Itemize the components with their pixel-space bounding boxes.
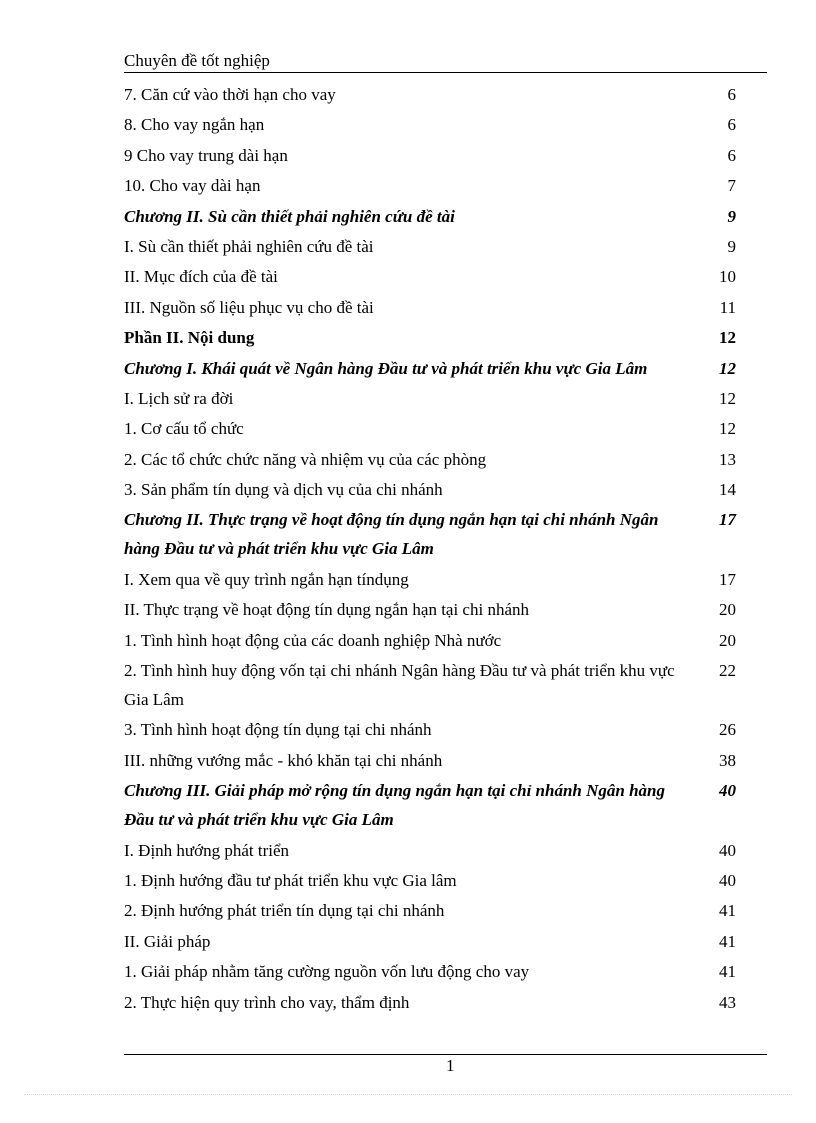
toc-entry-title: 10. Cho vay dài hạn — [124, 176, 261, 196]
toc-entry — [124, 232, 736, 261]
toc-entry — [124, 565, 736, 594]
toc-entry — [124, 896, 736, 925]
toc-entry — [124, 866, 736, 895]
toc-entry — [124, 626, 736, 655]
toc-entry — [124, 957, 736, 986]
toc-entry — [124, 293, 736, 322]
toc-entry-page: 9 — [727, 206, 736, 226]
toc-entry — [124, 836, 736, 865]
toc-entry — [124, 715, 736, 744]
toc-entry — [124, 776, 736, 834]
toc-entry — [124, 445, 736, 474]
toc-entry-title: II. Mục đích của đề tài — [124, 267, 278, 287]
toc-entry-title: III. Nguồn số liệu phục vụ cho đề tài — [124, 297, 374, 317]
toc-entry-title: Chương II. Sù cần thiết phải nghiên cứu đề tài — [124, 206, 455, 226]
toc-entry-title: II. Thực trạng về hoạt động tín dụng ngắn hạn tại chi nhánh — [124, 600, 529, 620]
toc-entry-title: 8. Cho vay ngắn hạn — [124, 115, 265, 135]
page-header: Chuyên đề tốt nghiệp — [124, 51, 270, 70]
toc-entry — [124, 202, 736, 231]
toc-entry-title: 9 Cho vay trung dài hạn — [124, 145, 288, 165]
footer-rule — [124, 1054, 767, 1055]
toc-entry-page: 6 — [727, 115, 736, 135]
toc-entry-page: 12 — [719, 328, 736, 348]
toc-entry-page: 22 — [719, 661, 736, 681]
toc-entry-title: 1. Giải pháp nhằm tăng cường nguồn vốn lưu động cho vay — [124, 962, 530, 982]
toc-entry — [124, 656, 736, 714]
toc-entry-title: 2. Tình hình huy động vốn tại chi nhánh Ngân hàng Đầu tư và phát triển khu vực Gia Lâm — [124, 661, 675, 710]
toc-entry-title: 7. Căn cứ vào thời hạn cho vay — [124, 85, 336, 104]
toc-entry-title: I. Lịch sử ra đời — [124, 388, 234, 408]
toc-entry-page: 13 — [719, 449, 736, 469]
toc-entry — [124, 323, 736, 352]
toc-entry — [124, 746, 736, 775]
toc-entry-page: 17 — [719, 510, 736, 530]
toc-entry-page: 17 — [719, 569, 736, 589]
toc-entry-page: 41 — [719, 931, 736, 951]
toc-entry — [124, 354, 736, 383]
header-rule — [124, 72, 767, 73]
toc-entry — [124, 414, 736, 443]
toc-entry-page: 12 — [719, 358, 736, 378]
toc-entry — [124, 141, 736, 170]
toc-entry-title: I. Định hướng phát triển — [124, 840, 290, 860]
toc-entry-title: 2. Các tổ chức chức năng và nhiệm vụ của các phòng — [124, 449, 487, 469]
toc-entry-page: 12 — [719, 419, 736, 439]
toc-entry — [124, 262, 736, 291]
toc-entry — [124, 475, 736, 504]
toc-entry — [124, 927, 736, 956]
toc-entry — [124, 595, 736, 624]
toc-entry-title: Chương III. Giải pháp mở rộng tín dụng ngắn hạn tại chỉ nhánh Ngân hàng Đầu tư và phát triển khu vực Gia Lâm — [124, 781, 666, 830]
toc-entry-page: 40 — [719, 870, 736, 890]
table-of-contents — [124, 80, 736, 1018]
toc-entry — [124, 110, 736, 139]
toc-entry-title: I. Xem qua về quy trình ngắn hạn tíndụng — [124, 569, 409, 589]
toc-entry-page: 43 — [719, 992, 736, 1012]
toc-entry-title: III. những vướng mắc - khó khăn tại chi nhánh — [124, 750, 443, 770]
toc-entry-title: 1. Cơ cấu tổ chức — [124, 419, 244, 439]
toc-entry-page: 6 — [727, 145, 736, 165]
toc-entry-page: 20 — [719, 630, 736, 650]
toc-entry-title: 3. Sản phẩm tín dụng và dịch vụ của chi nhánh — [124, 480, 443, 500]
toc-entry-title: 1. Định hướng đầu tư phát triển khu vực Gia lâm — [124, 870, 457, 890]
toc-entry-page: 40 — [719, 840, 736, 860]
toc-entry-page: 10 — [719, 267, 736, 287]
toc-entry-title: Chương I. Khái quát về Ngân hàng Đầu tư và phát triển khu vực Gia Lâm — [124, 358, 648, 378]
toc-entry-title: II. Giải pháp — [124, 931, 211, 951]
toc-entry-page: 9 — [727, 236, 736, 256]
toc-entry-title: 3. Tình hình hoạt động tín dụng tại chi nhánh — [124, 720, 432, 740]
toc-entry-page: 41 — [719, 962, 736, 982]
toc-entry — [124, 505, 736, 563]
toc-entry-title: Chương II. Thực trạng về hoạt động tín dụng ngắn hạn tại chi nhánh Ngân hàng Đầu tư và phát triển khu vực Gia Lâm — [124, 510, 659, 559]
toc-entry-page: 7 — [727, 176, 736, 196]
toc-entry-title: I. Sù cần thiết phải nghiên cứu đề tài — [124, 236, 374, 256]
toc-entry-page: 40 — [719, 781, 736, 801]
toc-entry-page: 11 — [719, 297, 736, 317]
page-number: 1 — [446, 1056, 455, 1075]
toc-entry-page: 6 — [727, 85, 736, 104]
toc-entry-title: Phần II. Nội dung — [124, 328, 255, 348]
toc-entry-page: 14 — [719, 480, 736, 500]
toc-entry-page: 20 — [719, 600, 736, 620]
toc-entry-title: 2. Thực hiện quy trình cho vay, thẩm định — [124, 992, 410, 1012]
toc-entry-page: 26 — [719, 720, 736, 740]
toc-entry-page: 12 — [719, 388, 736, 408]
toc-entry-title: 1. Tình hình hoạt động của các doanh nghiệp Nhà nước — [124, 630, 502, 650]
toc-entry — [124, 171, 736, 200]
toc-entry-page: 38 — [719, 750, 736, 770]
toc-entry — [124, 988, 736, 1017]
page-bottom-edge — [24, 1094, 792, 1095]
toc-entry — [124, 80, 736, 109]
toc-entry-title: 2. Định hướng phát triển tín dụng tại chi nhánh — [124, 901, 445, 921]
toc-entry-page: 41 — [719, 901, 736, 921]
toc-entry — [124, 384, 736, 413]
